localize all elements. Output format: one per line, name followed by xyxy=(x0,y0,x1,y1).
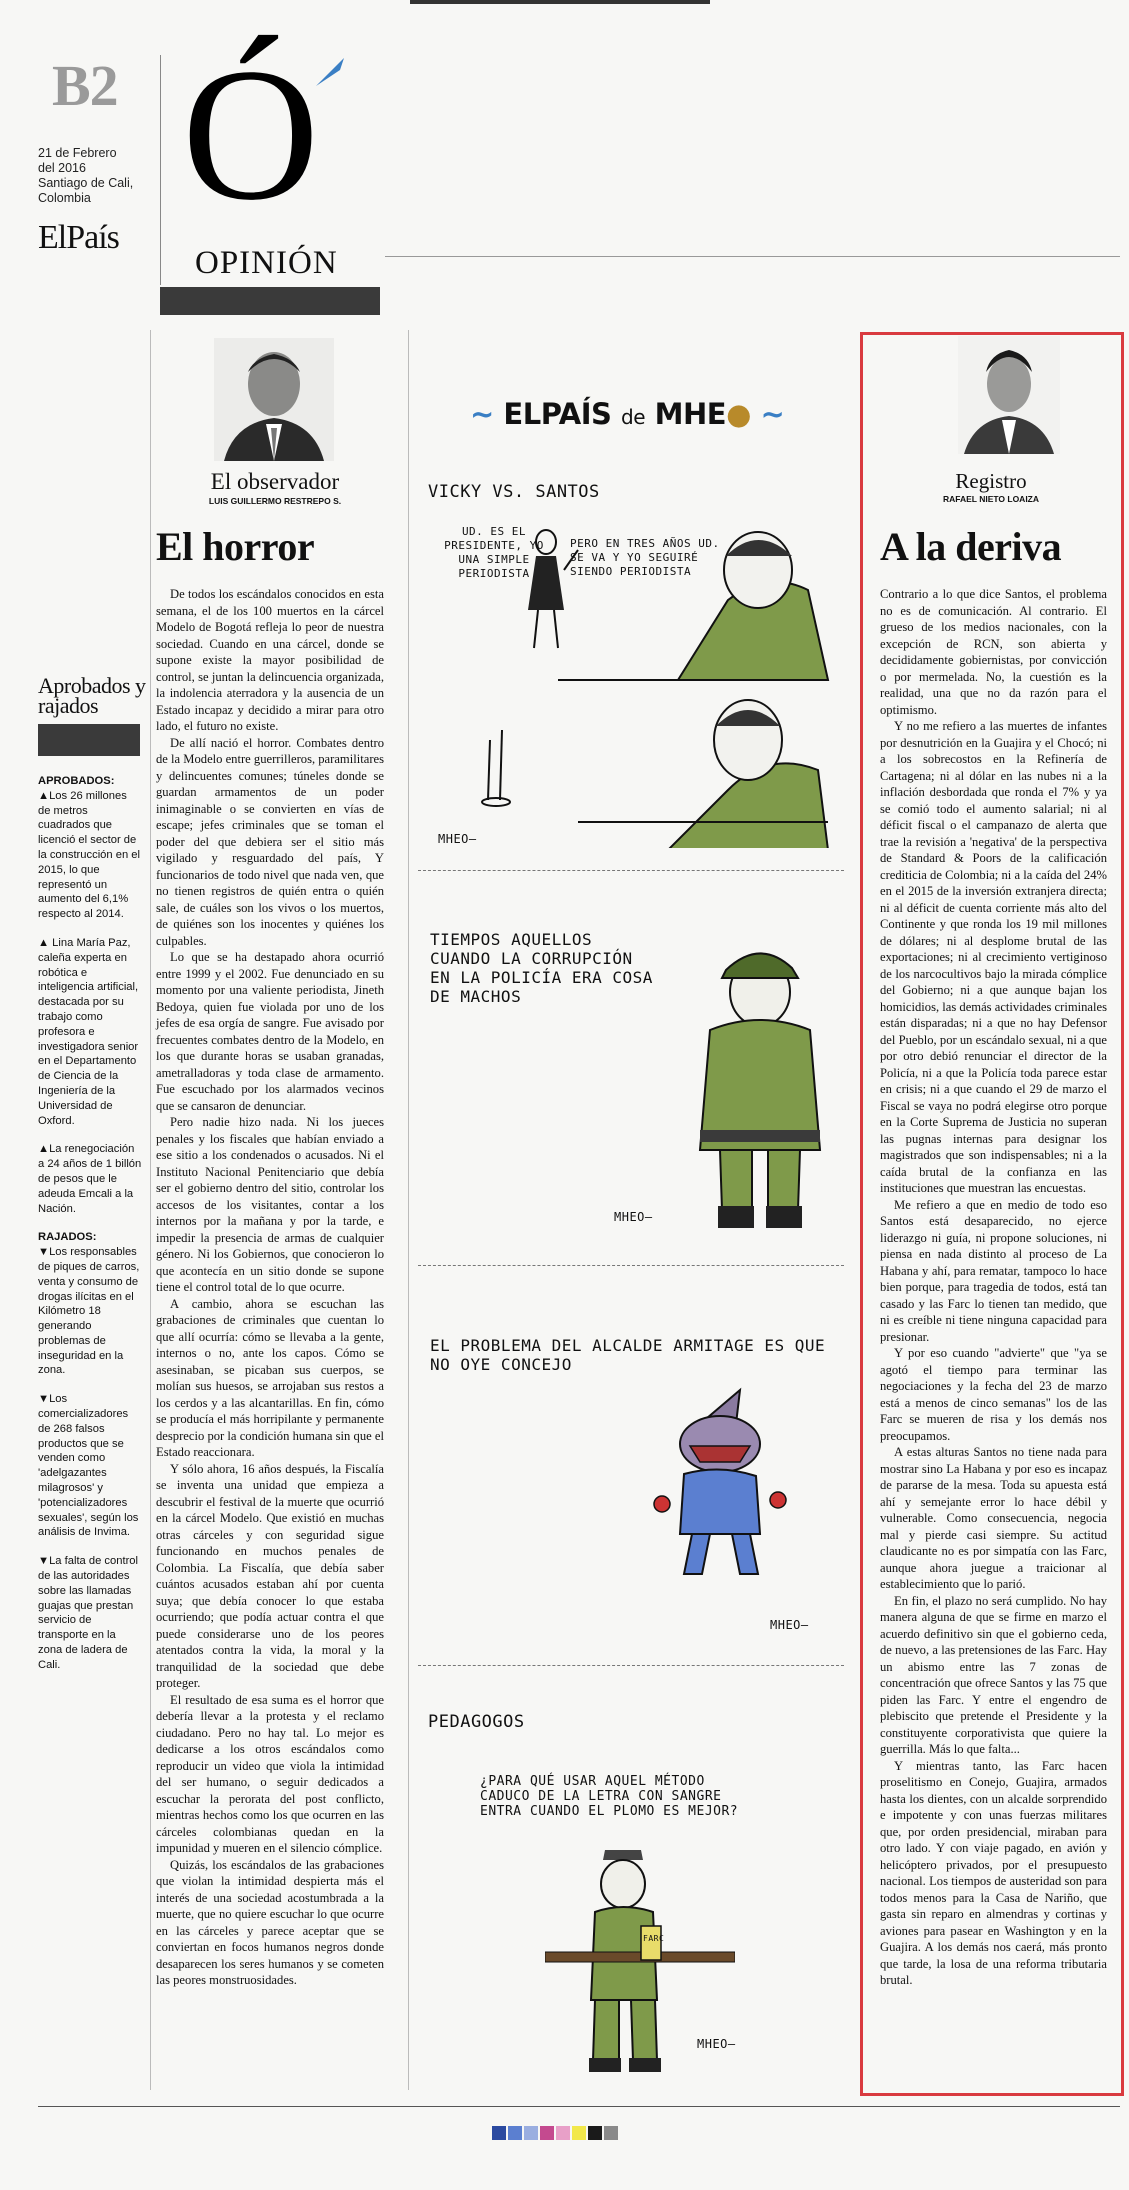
cartoon-label: FARC xyxy=(643,1934,665,1943)
speech-bubble: PERO EN TRES AÑOS UD. SE VA Y YO SEGUIRÉ SIENDO PERIODISTA xyxy=(570,537,720,578)
paragraph: El resultado de esa suma es el horror que debería llevar a la protesta y el reclamo ciudadano. Pero no hay tal. Lo mejor es dedicarse a los otros escándalos como reproducir un video que viola la intimidad del ser humano, o seguir dedicados a escuchar la perorata del post conflicto, mientras hechos como los que ocurren en las cárceles colombianas quedan en la impunidad y mueren en el silencio cómplice. xyxy=(156,1692,384,1855)
cartoon-shark-mayor xyxy=(640,1384,790,1584)
cartoon-title-left: ELPAÍS xyxy=(503,397,612,431)
speech-bubble: ¿PARA QUÉ USAR AQUEL MÉTODO CADUCO DE LA LETRA CON SANGRE ENTRA CUANDO EL PLOMO ES MEJOR? xyxy=(480,1774,739,1819)
list-item: ▲La renegociación a 24 años de 1 billón de pesos que le adeuda Emcali a la Nación. xyxy=(38,1143,142,1215)
date-line: Santiago de Cali, xyxy=(38,176,134,190)
footer-rule xyxy=(38,2106,1120,2107)
speech-bubble: UD. ES EL PRESIDENTE, YO UNA SIMPLE PERIODISTA xyxy=(444,525,544,580)
strip-title: VICKY VS. SANTOS xyxy=(428,482,600,502)
headline: A la deriva xyxy=(880,524,1062,569)
paragraph: Pero nadie hizo nada. Ni los jueces penales y los fiscales que habían enviado a ese sitio a los condenados o acusados. Ni el Instituto Nacional Penitenciario que debía ser el gobierno dentro del sitio, controlar los accesos de los visitantes, contar a los internos por la mañana y por la tarde, e impedir la presencia de armas de cualquier género. Ni los Gobiernos, que conocieron lo que acontecía en un sitio donde se supone tiene el control total de lo que ocurre. xyxy=(156,1115,384,1294)
strip-title: PEDAGOGOS xyxy=(428,1712,525,1732)
header-rule xyxy=(385,256,1120,257)
swirl-icon: ~ xyxy=(470,397,494,431)
author-photo xyxy=(958,336,1060,454)
list-item: ▲ Lina María Paz, caleña experta en robótica e inteligencia artificial, destacada por su trabajo como profesora e investigadora senior en el Departamento de Ciencia de la Ingeniería de la Universidad de Oxford. xyxy=(38,936,139,1127)
paragraph: De allí nació el horror. Combates dentro de la Modelo entre guerrilleros, paramilitares y delincuentes comunes; túneles donde se guardan armamentos de un poder inimaginable o se convierten en vías de escape; jefes criminales que se toman el poder del que debiera ser el sitio más vigilado y resguardado del país, Y funcionarios de todo nivel que nada ven, que no tienen registros de quién entra o quién sale, de cuáles son los vivos o los muertos, de quiénes son los inocentes y quiénes los culpables. xyxy=(156,735,384,948)
strip-caption: TIEMPOS AQUELLOS CUANDO LA CORRUPCIÓN EN LA POLICÍA ERA COSA DE MACHOS xyxy=(430,930,653,1006)
date-block xyxy=(38,146,133,206)
list-item: ▼Los comercializadores de 268 falsos productos que se venden como 'adelgazantes milagrosos' y 'potencializadores sexuales', según los análisis de Invima. xyxy=(38,1393,139,1539)
cartoon-title-right: MHE xyxy=(654,397,727,431)
sidebar-body xyxy=(38,774,142,1687)
headline: El horror xyxy=(156,524,315,569)
approved-label: APROBADOS: xyxy=(38,775,115,787)
sidebar-title: Aprobados y rajados xyxy=(38,673,146,718)
paragraph: Quizás, los escándalos de las grabaciones que violan la intimidad despierta más el interés de una sociedad acostumbrada a la muerte, que no quiere escuchar lo que ocurre en las cárceles y parece aceptar que se conviertan en focos humanos negros donde desaparecen los seres humanos y se cometen las peores monstruosidades. xyxy=(156,1857,384,1987)
paragraph: Y por eso cuando "advierte" que "ya se agotó el tiempo para terminar las negociaciones y la fecha del 23 de marzo está a menos de cinco semanas" los de las Farc se mueren de risa y los demás nos preocupamos. xyxy=(880,1346,1107,1443)
strip-divider xyxy=(418,1265,844,1266)
color-swatch xyxy=(556,2126,570,2140)
sidebar-bar xyxy=(38,724,140,756)
date-line: 21 de Febrero xyxy=(38,146,117,160)
swirl-icon: ~ xyxy=(760,397,785,431)
top-crop-mark xyxy=(410,0,710,4)
paragraph: A cambio, ahora se escuchan las grabaciones de criminales que cuentan lo que allí ocurría: cómo se llevaba a la gente, internos o no, ante los capos. Cómo se asesinaban, se picaban sus cuerpos, se molían sus huesos, se arrojaban sus restos a los cerdos y a las alcantarillas. En fin, cómo se producía el más horripilante y permanente desprecio por la condición humana sin que el Estado reaccionara. xyxy=(156,1296,384,1459)
color-swatch xyxy=(588,2126,602,2140)
paragraph: Lo que se ha destapado ahora ocurrió entre 1999 y el 2002. Fue denunciado en su momento por una valiente periodista, Jineth Bedoya, quien fue violada por uno de los jefes de esa orgía de sangre. Fue avisado por frecuentes combates dentro de la Modelo, en los que durante horas se usaban granadas, ametralladoras y toda clase de armamento. Fue escuchado por los alarmados vecinos que se cansaron de denunciar. xyxy=(156,950,384,1113)
author-photo xyxy=(214,338,334,461)
paragraph: A estas alturas Santos no tiene nada para mostrar sino La Habana y por eso es incapaz de pararse de la mesa. Toda su apuesta está ahí y semejante error lo hace débil y vulnerable. Como consecuencia, negocia mal y pierde casi siempre. Su actitud claudicante no es por simpatía con las Farc, aunque ahora juegue a traicionar al establecimiento que lo parió. xyxy=(880,1445,1107,1591)
dot-icon: ● xyxy=(726,397,751,431)
list-item: ▼La falta de control de las autoridades sobre las llamadas guajas que prestan servicio de transporte en la zona de ladera de Cali. xyxy=(38,1555,139,1671)
cartoon-title-de: de xyxy=(621,405,646,429)
color-registration-bar xyxy=(492,2126,618,2142)
paragraph: Y no me refiero a las muertes de infantes por desnutrición en la Guajira y el Chocó; ni a los sobrecostos en la Refinería de Cartagena; ni al dólar en las nubes ni a la inflación desbordada que ronda el 7% y ya se comió todo el aumento salarial; ni al déficit fiscal o el campanazo de alerta que trae la revisión a 'negativa' de la perspectiva de Standard & Poors de la calificación crediticia de Colombia; ni a la caída del 24% en el 2015 de la inversión extranjera directa; ni al déficit de cuenta corriente más alto del Continente y que ronda los 19 mil millones de dólares; ni al desplome brutal de las exportaciones; ni al crecimiento vertiginoso de los narcocultivos bajo la mirada cómplice del Gobierno; ni a que aunque bajan los homicidios, las demás actividades criminales están disparadas; ni a que no hay Defensor del Pueblo, por un escándalo sexual, ni a que por otro debió renunciar el director de la Policía, ni a que la Policía toda parece estar en crisis; ni a que cuando el 29 de marzo el Fiscal se vaya no podrá elegirse otro porque en la Corte Suprema de Justicia no superan las pugnas internas para designar los magistrados que son indispensables; ni a la caída brutal de la confianza en las instituciones que muestran las encuestas. xyxy=(880,719,1107,1195)
cartoon-police-officer xyxy=(680,940,830,1240)
cartoon-title xyxy=(470,397,784,431)
color-swatch xyxy=(508,2126,522,2140)
accent-stroke-icon xyxy=(310,52,350,92)
cartoonist-signature: MHEO— xyxy=(697,2037,736,2051)
paragraph: Y sólo ahora, 16 años después, la Fiscalía se inventa una unidad que empieza a descubrir el festival de la muerte que ocurrió en la cárcel Modelo. Que existió en muchas otras cárceles y con seguridad sigue funcionando en muchos penales de Colombia. La Fiscalía, que debía saber cuántos acusados estaban ahí por cuenta suya; que debía conocer lo que estaba ocurriendo; que podía actuar contra el que puede considerarse uno de los peores atentados contra la vida, la moral y la tranquilidad de la sociedad que debe proteger. xyxy=(156,1461,384,1690)
header-divider xyxy=(160,55,161,285)
cartoonist-signature: MHEO— xyxy=(438,832,477,846)
color-swatch xyxy=(572,2126,586,2140)
cartoon-vicky-santos xyxy=(428,500,838,848)
column-divider xyxy=(408,330,409,2090)
paragraph: Contrario a lo que dice Santos, el problema no es de comunicación. Al contrario. El grueso de los medios nacionales, con la excepción de RCN, son abierta y decididamente gobiernistas, por convicción o por mermelada. No, la cuestión es la realidad, una que no da razón para el optimismo. xyxy=(880,587,1107,717)
author-name: LUIS GUILLERMO RESTREPO S. xyxy=(208,496,342,506)
brand-logo: ElPaís xyxy=(38,219,119,256)
rejected-label: RAJADOS: xyxy=(38,1231,97,1244)
author-name: RAFAEL NIETO LOAIZA xyxy=(942,494,1040,504)
article-body xyxy=(880,586,1107,1989)
list-item: ▲Los 26 millones de metros cuadrados que licenció el sector de la construcción en el 2015, lo que representó un aumento del 6,1% respecto al 2014. xyxy=(38,789,140,921)
strip-divider xyxy=(418,870,844,871)
paragraph: De todos los escándalos conocidos en esta semana, el de los 100 muertos en la cárcel Modelo de Bogotá refleja lo peor de nuestra sociedad. Cuando en una cárcel, donde se supone existe la mayor posibilidad de control, se juntan la delincuencia organizada, la indolencia aterradora y la ausencia de un Estado incapaz y decidido a mirar para otro lado, el futuro no existe. xyxy=(156,587,384,733)
cartoonist-signature: MHEO— xyxy=(770,1618,809,1632)
column-name: Registro xyxy=(955,469,1027,493)
color-swatch xyxy=(604,2126,618,2140)
paragraph: Me refiero a que en medio de todo eso Santos está desaparecido, no ejerce liderazgo ni guía, ni propone soluciones, ni piensa en nada distinto al proceso de La Habana y ahí, para rematar, tampoco lo hace bien porque, para tragedia de todos, está tan casado y las Farc lo tienen tan medido, que ni es creíble ni tiene ninguna capacidad para presionar. xyxy=(880,1197,1107,1344)
color-swatch xyxy=(540,2126,554,2140)
section-letter: Ó xyxy=(182,30,320,240)
page-number: B2 xyxy=(52,53,118,118)
paragraph: Y mientras tanto, las Farc hacen proselitismo en Conejo, Guajira, armados hasta los dientes, con un alcalde sorprendido e impotente y con unas fuerzas militares que, por orden presidencial, miraban para otro lado. Y con viaje pagado, en avión y helicóptero privados, por el presupuesto nacional. Los tiempos de austeridad son para todos menos para la Casa de Nariño, que gasta sin reparo en almendras y cortinas y aviones para pasear en Washington y en la Guajira. A los demás nos caerá, más pronto que tarde, la losa de una reforma tributaria brutal. xyxy=(880,1758,1107,1987)
color-swatch xyxy=(524,2126,538,2140)
date-line: Colombia xyxy=(38,191,91,205)
strip-caption: EL PROBLEMA DEL ALCALDE ARMITAGE ES QUE NO OYE CONCEJO xyxy=(430,1336,826,1374)
column-divider xyxy=(150,330,151,2090)
list-item: ▼Los responsables de piques de carros, venta y consumo de drogas ilícitas en el Kilómetro 18 generando problemas de inseguridad en la zona. xyxy=(38,1246,140,1377)
cartoonist-signature: MHEO— xyxy=(614,1210,653,1224)
article-body xyxy=(156,586,384,1989)
paragraph: En fin, el plazo no será cumplido. No hay manera alguna de que se firme en marzo el acuerdo definitivo sin que el gobierno ceda, de nuevo, a las pretensiones de las Farc. Hay un abismo entre las 7 zonas de concentración que ofrece Santos y las 75 que piden las Farc. Y entre el engendro de plebiscito que pretende el Presidente y la constituyente corporativista que quiere la guerrilla. Más lo que falta... xyxy=(880,1593,1107,1756)
section-name: OPINIÓN xyxy=(195,245,338,281)
section-bar xyxy=(160,287,380,315)
date-line: del 2016 xyxy=(38,161,86,175)
color-swatch xyxy=(492,2126,506,2140)
column-name: El observador xyxy=(210,469,340,494)
strip-divider xyxy=(418,1665,844,1666)
